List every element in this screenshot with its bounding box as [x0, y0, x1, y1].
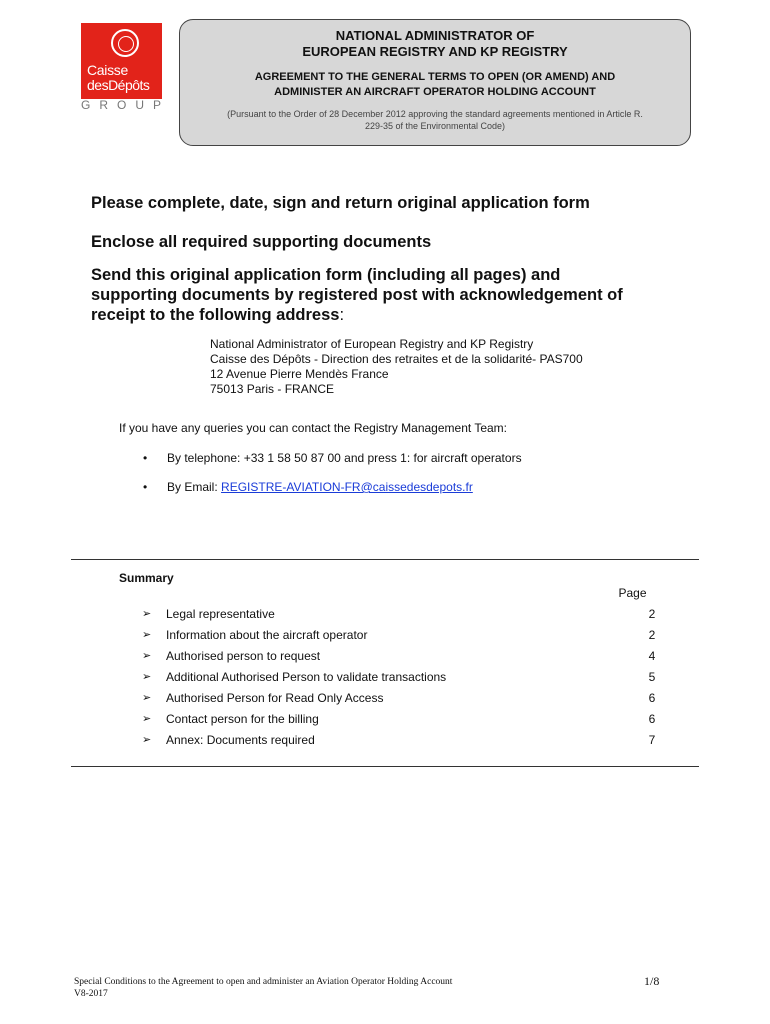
summary-item-page: 5 [648, 669, 656, 684]
header-subtitle [180, 70, 690, 100]
header-subtitle-line1: AGREEMENT TO THE GENERAL TERMS TO OPEN (OR AMEND) AND [254, 71, 616, 83]
summary-item [142, 729, 662, 750]
summary-item [142, 708, 662, 729]
caisse-des-depots-logo [81, 23, 162, 99]
arrow-bullet-icon: ➢ [142, 650, 152, 662]
summary-top-rule [71, 559, 699, 560]
contact-email-label: By Email: [167, 480, 218, 494]
summary-item-label: Authorised Person for Read Only Access [166, 690, 384, 705]
arrow-bullet-icon: ➢ [142, 629, 152, 641]
instruction-send-line2: supporting documents by registered post with acknowledgement of [91, 286, 623, 304]
header-box [179, 19, 691, 146]
bullet-icon: • [143, 451, 148, 465]
header-title [180, 28, 690, 60]
crest-emblem-icon [111, 29, 139, 57]
address-line4: 75013 Paris - FRANCE [210, 382, 335, 396]
instruction-send-line3 [91, 305, 623, 325]
summary-title: Summary [119, 571, 174, 585]
header-note [180, 108, 690, 132]
summary-item [142, 603, 662, 624]
header-title-line1: NATIONAL ADMINISTRATOR OF [335, 28, 535, 43]
address-line3: 12 Avenue Pierre Mendès France [210, 367, 389, 381]
instruction-send-line3-text: receipt to the following address [91, 306, 340, 324]
header-note-line1: (Pursuant to the Order of 28 December 2012 approving the standard agreements mentioned in Article R. [227, 109, 643, 119]
address-line1: National Administrator of European Registry and KP Registry [210, 337, 534, 351]
logo-group-text: GROUP [81, 98, 171, 112]
footer-version: V8-2017 [74, 989, 108, 999]
arrow-bullet-icon: ➢ [142, 692, 152, 704]
contact-phone-item [143, 451, 522, 465]
summary-page-header: Page [618, 586, 647, 600]
summary-item-page: 2 [648, 606, 656, 621]
bullet-icon: • [143, 480, 148, 494]
footer [74, 976, 452, 1000]
summary-item [142, 645, 662, 666]
contact-phone-text: By telephone: +33 1 58 50 87 00 and press 1: for aircraft operators [167, 451, 522, 465]
instruction-complete: Please complete, date, sign and return original application form [91, 194, 590, 212]
footer-line1: Special Conditions to the Agreement to open and administer an Aviation Operator Holding Account [74, 977, 453, 987]
instruction-enclose: Enclose all required supporting documents [91, 233, 432, 251]
header-subtitle-line2: ADMINISTER AN AIRCRAFT OPERATOR HOLDING ACCOUNT [274, 86, 596, 98]
summary-item [142, 666, 662, 687]
summary-item-page: 6 [648, 711, 656, 726]
arrow-bullet-icon: ➢ [142, 671, 152, 683]
instruction-colon: : [339, 306, 345, 324]
header-note-line2: 229-35 of the Environmental Code) [364, 121, 506, 131]
summary-item-page: 4 [648, 648, 656, 663]
summary-item-label: Information about the aircraft operator [166, 627, 368, 642]
summary-item-label: Annex: Documents required [166, 732, 315, 747]
footer-page-number: 1/8 [644, 974, 660, 988]
contact-email-link[interactable]: REGISTRE-AVIATION-FR@caissedesdepots.fr [221, 480, 473, 494]
logo-text-line1: Caisse [87, 62, 128, 78]
contact-intro: If you have any queries you can contact the Registry Management Team: [119, 421, 507, 435]
summary-item-label: Additional Authorised Person to validate transactions [166, 669, 447, 684]
postal-address [210, 337, 583, 397]
arrow-bullet-icon: ➢ [142, 608, 152, 620]
header-title-line2: EUROPEAN REGISTRY AND KP REGISTRY [302, 44, 568, 59]
summary-item [142, 624, 662, 645]
address-line2: Caisse des Dépôts - Direction des retraites et de la solidarité- PAS700 [210, 352, 583, 366]
summary-item-label: Legal representative [166, 606, 275, 621]
summary-item [142, 687, 662, 708]
summary-item-label: Contact person for the billing [166, 711, 319, 726]
summary-item-page: 7 [648, 732, 656, 747]
instruction-send [91, 265, 623, 325]
arrow-bullet-icon: ➢ [142, 713, 152, 725]
contact-email-item [143, 480, 473, 494]
instruction-send-line1: Send this original application form (including all pages) and [91, 266, 561, 284]
logo-text-line2: desDépôts [87, 77, 150, 93]
summary-bottom-rule [71, 766, 699, 767]
summary-item-label: Authorised person to request [166, 648, 321, 663]
summary-list [142, 603, 662, 750]
arrow-bullet-icon: ➢ [142, 734, 152, 746]
summary-item-page: 6 [648, 690, 656, 705]
summary-item-page: 2 [648, 627, 656, 642]
